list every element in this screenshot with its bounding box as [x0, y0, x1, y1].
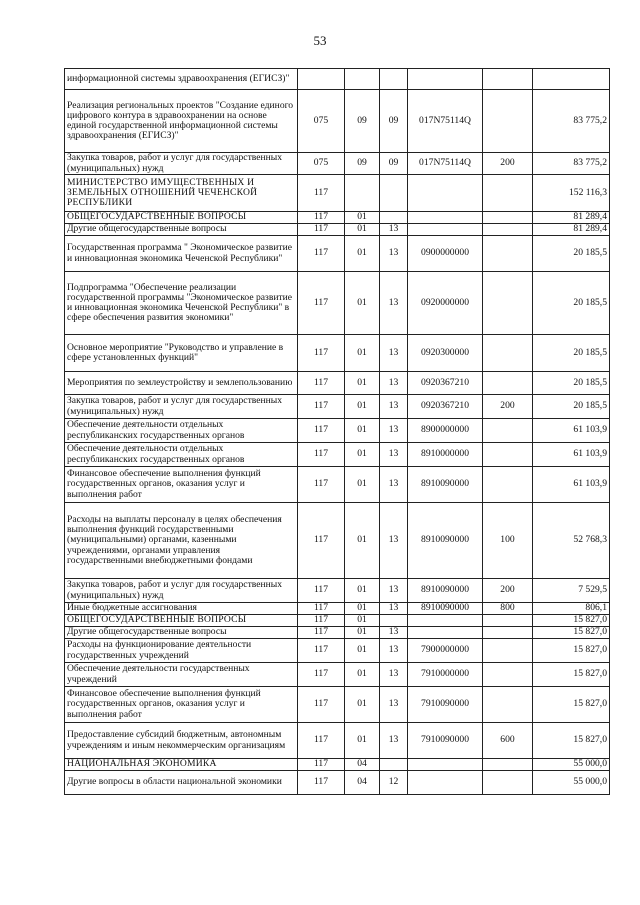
expense-type-code-cell: 600 [483, 723, 533, 759]
section-code-cell [345, 175, 380, 212]
expense-type-code-cell: 200 [483, 579, 533, 603]
amount-cell: 15 827,0 [533, 627, 610, 639]
target-article-code-cell [408, 627, 483, 639]
section-code-cell: 01 [345, 272, 380, 335]
table-row [65, 69, 610, 90]
expense-type-code-cell: 800 [483, 603, 533, 615]
section-code-cell: 01 [345, 372, 380, 395]
row-name-cell: информационной системы здравоохранения (ЕГИСЗ)" [65, 69, 298, 90]
section-code-cell: 01 [345, 236, 380, 272]
amount-cell: 152 116,3 [533, 175, 610, 212]
table-row [65, 335, 610, 372]
table-row [65, 372, 610, 395]
target-article-code-cell: 017N75114Q [408, 153, 483, 175]
ministry-code-cell: 117 [298, 224, 345, 236]
subsection-code-cell: 13 [380, 272, 408, 335]
expense-type-code-cell [483, 663, 533, 687]
section-code-cell: 01 [345, 615, 380, 627]
table-row [65, 395, 610, 419]
expense-type-code-cell [483, 639, 533, 663]
target-article-code-cell: 0920000000 [408, 272, 483, 335]
row-name-cell: Подпрограмма "Обеспечение реализации государственной программы "Экономическое развитие и инновационная экономика Чеченской Республики" в сфере обеспечения развития экономики" [65, 272, 298, 335]
row-name-cell: МИНИСТЕРСТВО ИМУЩЕСТВЕННЫХ И ЗЕМЕЛЬНЫХ ОТНОШЕНИЙ ЧЕЧЕНСКОЙ РЕСПУБЛИКИ [65, 175, 298, 212]
ministry-code-cell: 117 [298, 759, 345, 771]
section-code-cell: 01 [345, 335, 380, 372]
ministry-code-cell: 117 [298, 723, 345, 759]
target-article-code-cell: 7910000000 [408, 663, 483, 687]
amount-cell: 61 103,9 [533, 467, 610, 503]
subsection-code-cell: 12 [380, 771, 408, 795]
expense-type-code-cell: 200 [483, 153, 533, 175]
section-code-cell: 01 [345, 503, 380, 579]
row-name-cell: Расходы на выплаты персоналу в целях обеспечения выполнения функций государственными (муниципальными) органами, казенными учреждениями, органами управления государственными внебюджетными фондами [65, 503, 298, 579]
target-article-code-cell: 8910090000 [408, 467, 483, 503]
table-row [65, 759, 610, 771]
table-row [65, 90, 610, 153]
section-code-cell [345, 69, 380, 90]
amount-cell: 55 000,0 [533, 759, 610, 771]
target-article-code-cell [408, 212, 483, 224]
table-row [65, 723, 610, 759]
expense-type-code-cell [483, 69, 533, 90]
table-row [65, 153, 610, 175]
section-code-cell: 01 [345, 603, 380, 615]
ministry-code-cell: 117 [298, 615, 345, 627]
row-name-cell: НАЦИОНАЛЬНАЯ ЭКОНОМИКА [65, 759, 298, 771]
ministry-code-cell: 117 [298, 603, 345, 615]
table-row [65, 443, 610, 467]
subsection-code-cell: 13 [380, 627, 408, 639]
row-name-cell: Основное мероприятие "Руководство и управление в сфере установленных функций" [65, 335, 298, 372]
ministry-code-cell: 117 [298, 272, 345, 335]
ministry-code-cell: 117 [298, 687, 345, 723]
expense-type-code-cell [483, 443, 533, 467]
subsection-code-cell: 13 [380, 419, 408, 443]
target-article-code-cell: 0900000000 [408, 236, 483, 272]
amount-cell: 83 775,2 [533, 153, 610, 175]
amount-cell: 83 775,2 [533, 90, 610, 153]
amount-cell: 15 827,0 [533, 687, 610, 723]
section-code-cell: 01 [345, 212, 380, 224]
ministry-code-cell: 117 [298, 663, 345, 687]
table-row [65, 272, 610, 335]
subsection-code-cell: 13 [380, 687, 408, 723]
expense-type-code-cell [483, 627, 533, 639]
expense-type-code-cell [483, 771, 533, 795]
target-article-code-cell [408, 224, 483, 236]
row-name-cell: Государственная программа " Экономическое развитие и инновационная экономика Чеченской Республики" [65, 236, 298, 272]
expense-type-code-cell [483, 615, 533, 627]
subsection-code-cell: 13 [380, 467, 408, 503]
ministry-code-cell: 075 [298, 153, 345, 175]
ministry-code-cell: 117 [298, 236, 345, 272]
ministry-code-cell: 117 [298, 503, 345, 579]
target-article-code-cell: 7900000000 [408, 639, 483, 663]
target-article-code-cell: 0920367210 [408, 395, 483, 419]
row-name-cell: Мероприятия по землеустройству и землепользованию [65, 372, 298, 395]
subsection-code-cell: 13 [380, 579, 408, 603]
target-article-code-cell [408, 69, 483, 90]
target-article-code-cell: 8910090000 [408, 579, 483, 603]
row-name-cell: Реализация региональных проектов "Создание единого цифрового контура в здравоохранении на основе единой государственной информационной системы здравоохранения (ЕГИСЗ)" [65, 90, 298, 153]
section-code-cell: 01 [345, 723, 380, 759]
amount-cell: 61 103,9 [533, 419, 610, 443]
amount-cell: 81 289,4 [533, 224, 610, 236]
expense-type-code-cell [483, 272, 533, 335]
target-article-code-cell: 7910090000 [408, 687, 483, 723]
row-name-cell: Обеспечение деятельности государственных учреждений [65, 663, 298, 687]
expense-type-code-cell [483, 335, 533, 372]
section-code-cell: 01 [345, 687, 380, 723]
section-code-cell: 04 [345, 771, 380, 795]
amount-cell: 15 827,0 [533, 723, 610, 759]
table-row [65, 467, 610, 503]
target-article-code-cell: 0920367210 [408, 372, 483, 395]
amount-cell: 81 289,4 [533, 212, 610, 224]
table-row [65, 419, 610, 443]
expense-type-code-cell [483, 759, 533, 771]
row-name-cell: Расходы на функционирование деятельности государственных учреждений [65, 639, 298, 663]
target-article-code-cell [408, 615, 483, 627]
section-code-cell: 01 [345, 627, 380, 639]
section-code-cell: 01 [345, 419, 380, 443]
amount-cell: 15 827,0 [533, 615, 610, 627]
section-code-cell: 01 [345, 224, 380, 236]
table-row [65, 236, 610, 272]
table-row [65, 663, 610, 687]
subsection-code-cell [380, 175, 408, 212]
row-name-cell: Другие общегосударственные вопросы [65, 627, 298, 639]
amount-cell [533, 69, 610, 90]
section-code-cell: 09 [345, 90, 380, 153]
row-name-cell: Иные бюджетные ассигнования [65, 603, 298, 615]
amount-cell: 20 185,5 [533, 395, 610, 419]
expense-type-code-cell: 200 [483, 395, 533, 419]
subsection-code-cell: 13 [380, 723, 408, 759]
page-number: 53 [313, 33, 327, 48]
amount-cell: 52 768,3 [533, 503, 610, 579]
target-article-code-cell: 0920300000 [408, 335, 483, 372]
ministry-code-cell: 117 [298, 419, 345, 443]
table-row [65, 627, 610, 639]
target-article-code-cell [408, 175, 483, 212]
ministry-code-cell: 117 [298, 335, 345, 372]
ministry-code-cell: 117 [298, 579, 345, 603]
row-name-cell: Другие общегосударственные вопросы [65, 224, 298, 236]
amount-cell: 61 103,9 [533, 443, 610, 467]
subsection-code-cell: 13 [380, 603, 408, 615]
row-name-cell: Предоставление субсидий бюджетным, автономным учреждениям и иным некоммерческим организациям [65, 723, 298, 759]
row-name-cell: Финансовое обеспечение выполнения функций государственных органов, оказания услуг и выполнения работ [65, 467, 298, 503]
section-code-cell: 01 [345, 395, 380, 419]
section-code-cell: 01 [345, 639, 380, 663]
row-name-cell: Обеспечение деятельности отдельных республиканских государственных органов [65, 443, 298, 467]
table-row [65, 687, 610, 723]
row-name-cell: Другие вопросы в области национальной экономики [65, 771, 298, 795]
target-article-code-cell: 8910090000 [408, 603, 483, 615]
target-article-code-cell: 017N75114Q [408, 90, 483, 153]
section-code-cell: 09 [345, 153, 380, 175]
budget-table [64, 68, 610, 795]
row-name-cell: Закупка товаров, работ и услуг для государственных (муниципальных) нужд [65, 395, 298, 419]
amount-cell: 806,1 [533, 603, 610, 615]
subsection-code-cell: 13 [380, 503, 408, 579]
row-name-cell: Финансовое обеспечение выполнения функций государственных органов, оказания услуг и выполнения работ [65, 687, 298, 723]
table-row [65, 579, 610, 603]
subsection-code-cell: 13 [380, 663, 408, 687]
subsection-code-cell [380, 212, 408, 224]
subsection-code-cell: 09 [380, 153, 408, 175]
subsection-code-cell: 13 [380, 395, 408, 419]
section-code-cell: 01 [345, 467, 380, 503]
subsection-code-cell [380, 759, 408, 771]
expense-type-code-cell [483, 224, 533, 236]
subsection-code-cell [380, 615, 408, 627]
table-row [65, 212, 610, 224]
expense-type-code-cell [483, 175, 533, 212]
ministry-code-cell: 117 [298, 771, 345, 795]
amount-cell: 15 827,0 [533, 663, 610, 687]
row-name-cell: Обеспечение деятельности отдельных республиканских государственных органов [65, 419, 298, 443]
target-article-code-cell: 8910000000 [408, 443, 483, 467]
amount-cell: 20 185,5 [533, 372, 610, 395]
section-code-cell: 01 [345, 663, 380, 687]
section-code-cell: 04 [345, 759, 380, 771]
subsection-code-cell: 13 [380, 335, 408, 372]
ministry-code-cell: 117 [298, 175, 345, 212]
expense-type-code-cell: 100 [483, 503, 533, 579]
subsection-code-cell [380, 69, 408, 90]
ministry-code-cell: 117 [298, 443, 345, 467]
subsection-code-cell: 13 [380, 372, 408, 395]
expense-type-code-cell [483, 212, 533, 224]
subsection-code-cell: 13 [380, 224, 408, 236]
target-article-code-cell: 7910090000 [408, 723, 483, 759]
amount-cell: 20 185,5 [533, 272, 610, 335]
table-row [65, 175, 610, 212]
target-article-code-cell [408, 759, 483, 771]
row-name-cell: ОБЩЕГОСУДАРСТВЕННЫЕ ВОПРОСЫ [65, 615, 298, 627]
target-article-code-cell [408, 771, 483, 795]
ministry-code-cell: 117 [298, 639, 345, 663]
subsection-code-cell: 09 [380, 90, 408, 153]
row-name-cell: ОБЩЕГОСУДАРСТВЕННЫЕ ВОПРОСЫ [65, 212, 298, 224]
expense-type-code-cell [483, 90, 533, 153]
row-name-cell: Закупка товаров, работ и услуг для государственных (муниципальных) нужд [65, 153, 298, 175]
table-row [65, 503, 610, 579]
table-body [65, 69, 610, 795]
subsection-code-cell: 13 [380, 443, 408, 467]
expense-type-code-cell [483, 467, 533, 503]
ministry-code-cell: 117 [298, 212, 345, 224]
section-code-cell: 01 [345, 579, 380, 603]
ministry-code-cell: 117 [298, 627, 345, 639]
expense-type-code-cell [483, 372, 533, 395]
amount-cell: 7 529,5 [533, 579, 610, 603]
table-row [65, 603, 610, 615]
ministry-code-cell: 117 [298, 395, 345, 419]
expense-type-code-cell [483, 236, 533, 272]
amount-cell: 55 000,0 [533, 771, 610, 795]
amount-cell: 15 827,0 [533, 639, 610, 663]
subsection-code-cell: 13 [380, 236, 408, 272]
amount-cell: 20 185,5 [533, 236, 610, 272]
target-article-code-cell: 8910090000 [408, 503, 483, 579]
section-code-cell: 01 [345, 443, 380, 467]
table-row [65, 639, 610, 663]
table-row [65, 771, 610, 795]
expense-type-code-cell [483, 687, 533, 723]
subsection-code-cell: 13 [380, 639, 408, 663]
expense-type-code-cell [483, 419, 533, 443]
ministry-code-cell [298, 69, 345, 90]
ministry-code-cell: 117 [298, 467, 345, 503]
row-name-cell: Закупка товаров, работ и услуг для государственных (муниципальных) нужд [65, 579, 298, 603]
ministry-code-cell: 075 [298, 90, 345, 153]
target-article-code-cell: 8900000000 [408, 419, 483, 443]
amount-cell: 20 185,5 [533, 335, 610, 372]
table-row [65, 224, 610, 236]
ministry-code-cell: 117 [298, 372, 345, 395]
table-row [65, 615, 610, 627]
